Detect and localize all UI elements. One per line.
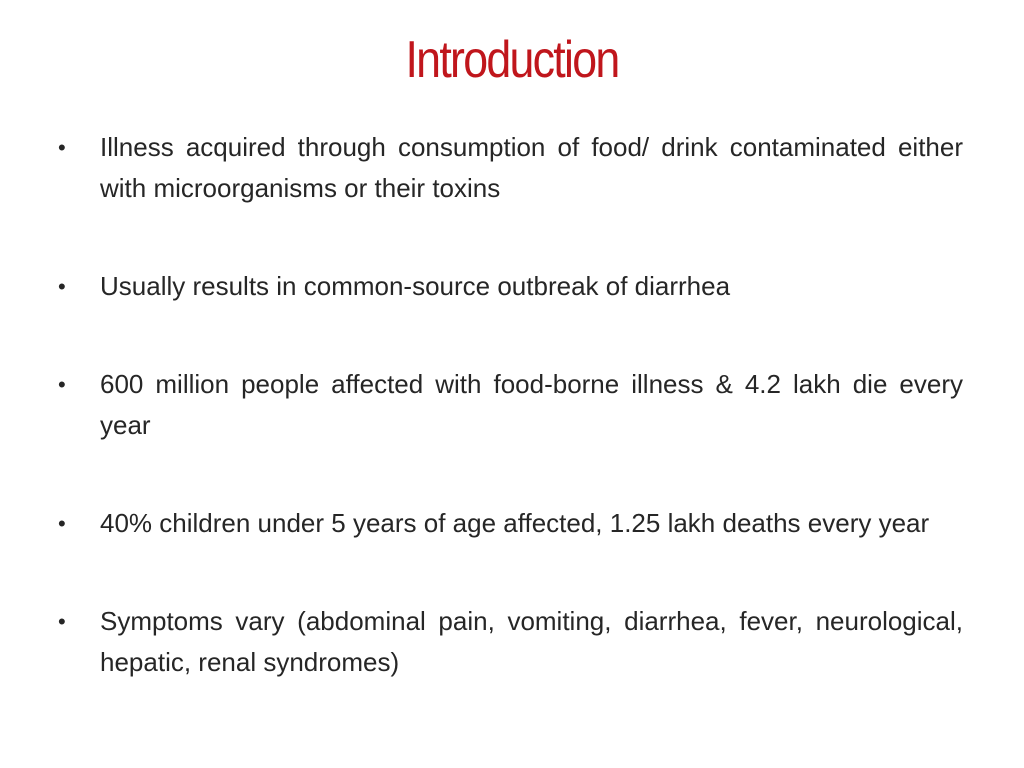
- bullet-item: [58, 127, 963, 209]
- bullet-text: 40% children under 5 years of age affected, 1.25 lakh deaths every year: [100, 508, 930, 538]
- bullet-icon: •: [58, 511, 66, 536]
- bullet-text: 600 million people affected with food-borne illness & 4.2 lakh die every year: [100, 369, 963, 440]
- slide-title: Introduction: [405, 31, 619, 89]
- bullet-icon: •: [58, 135, 66, 160]
- bullet-item: [58, 266, 963, 307]
- bullet-item: [58, 601, 963, 683]
- bullet-text: Symptoms vary (abdominal pain, vomiting, diarrhea, fever, neurological, hepatic, renal syndromes): [100, 606, 963, 677]
- bullet-item: [58, 503, 963, 544]
- bullet-icon: •: [58, 372, 66, 397]
- bullet-icon: •: [58, 274, 66, 299]
- bullet-icon: •: [58, 609, 66, 634]
- bullet-list: [58, 127, 963, 683]
- bullet-text: Illness acquired through consumption of food/ drink contaminated either with microorganisms or their toxins: [100, 132, 963, 203]
- bullet-item: [58, 364, 963, 446]
- bullet-text: Usually results in common-source outbreak of diarrhea: [100, 271, 731, 301]
